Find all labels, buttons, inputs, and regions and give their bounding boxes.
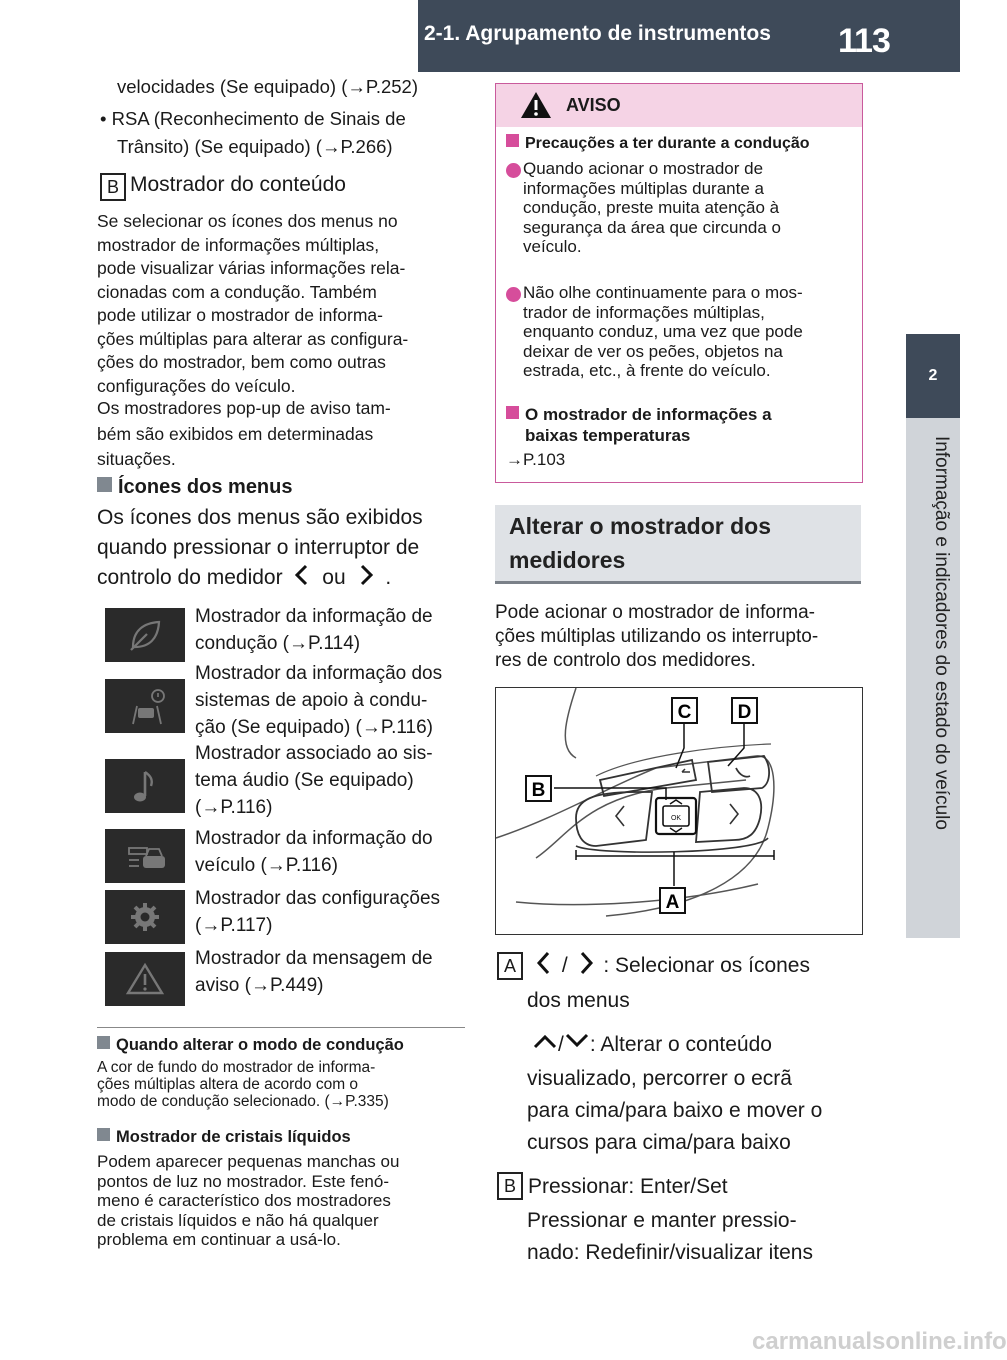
- label-a-letter: A: [497, 952, 523, 980]
- aviso-ref: →P.103: [506, 450, 566, 469]
- warning-box: [495, 83, 863, 483]
- aviso-line: informações múltiplas durante a: [523, 178, 764, 198]
- aviso-line: segurança da área que circunda o: [523, 217, 782, 237]
- gear-icon: [105, 890, 185, 944]
- chevron-right-icon: [574, 950, 598, 976]
- b-para-line: ções múltiplas para alterar as configura-: [97, 328, 409, 349]
- label-a: [497, 952, 523, 980]
- b-paragraph: [97, 210, 467, 398]
- popup-line: Os mostradores pop-up de aviso tam-: [97, 398, 391, 418]
- callout-d: D: [737, 702, 752, 723]
- chevron-down-icon: [564, 1030, 590, 1052]
- warning-icon: [105, 952, 185, 1006]
- aviso-line: enquanto conduz, uma vez que pode: [523, 322, 803, 341]
- section-heading-line: Alterar o mostrador dos: [509, 513, 771, 539]
- b-para-line: pode visualizar várias informações rela-: [97, 258, 406, 278]
- aviso-line: Quando acionar o mostrador de: [523, 159, 764, 178]
- caption-line: tema áudio (Se equipado): [195, 770, 414, 791]
- callout-c: C: [677, 702, 692, 723]
- b-line-2: Pressionar e manter pressio-: [527, 1209, 797, 1232]
- caption-line: aviso (→P.449): [195, 975, 324, 996]
- aviso-heading-2-text: baixas temperaturas: [525, 426, 691, 445]
- a2-line-4: cursos para cima/para baixo: [527, 1131, 791, 1154]
- a-separator: /: [561, 954, 568, 977]
- menu-item-caption: [195, 603, 470, 657]
- round-bullet-icon: [506, 287, 521, 302]
- icons-heading: [97, 476, 293, 499]
- aviso-line: trador de informações múltiplas,: [523, 302, 765, 322]
- music-note-icon: [105, 759, 185, 813]
- b-para-line: mostrador de informações múltiplas,: [97, 234, 380, 255]
- chevron-left-icon: [532, 950, 556, 976]
- icons-intro-2: quando pressionar o interruptor de: [97, 536, 420, 559]
- aviso-line: deixar de ver os peões, objetos na: [523, 341, 783, 361]
- watermark: carmanualsonline.info: [752, 1328, 1007, 1355]
- right-para-line: ções múltiplas utilizando os interrupto-: [495, 626, 819, 647]
- a2-separator: /: [558, 1033, 564, 1056]
- bullet-rsa-line1: • RSA (Reconhecimento de Sinais de: [100, 108, 406, 129]
- right-para-line: Pode acionar o mostrador de informa-: [495, 602, 815, 623]
- square-bullet-icon: [97, 1036, 110, 1049]
- mode-paragraph: [97, 1059, 467, 1110]
- lcd-line: meno é característico dos mostradores: [97, 1191, 391, 1210]
- a-line-2: dos menus: [527, 989, 630, 1012]
- mode-line: modo de condução selecionado. (→P.335): [97, 1093, 389, 1110]
- icons-intro-1: Os ícones dos menus são exibidos: [97, 506, 423, 529]
- square-bullet-icon: [97, 477, 112, 492]
- popup-line: bém são exibidos em determinadas: [97, 423, 374, 444]
- caption-line: Mostrador da informação de: [195, 606, 433, 627]
- chapter-label: Informação e indicadores do estado do veículo: [931, 436, 952, 830]
- icons-heading-text: Ícones dos menus: [118, 476, 293, 498]
- right-paragraph: [495, 601, 865, 673]
- caption-line: Mostrador da informação do: [195, 828, 433, 849]
- b-line-1: Pressionar: Enter/Set: [528, 1175, 728, 1198]
- section-heading-box: [495, 505, 861, 584]
- b-line-3: nado: Redefinir/visualizar itens: [527, 1241, 813, 1264]
- mode-line: ções múltiplas altera de acordo com o: [97, 1076, 359, 1093]
- label-b-letter: B: [100, 173, 126, 201]
- label-b: [100, 173, 126, 201]
- section-heading-line: medidores: [509, 547, 626, 573]
- icons-intro-3: [97, 563, 391, 593]
- menu-item-caption: [195, 885, 470, 939]
- leaf-icon: [105, 608, 185, 662]
- caption-line: sistemas de apoio à condu-: [195, 690, 428, 711]
- b-para-line: configurações do veículo.: [97, 375, 296, 396]
- lcd-line: Podem aparecer pequenas manchas ou: [97, 1152, 400, 1171]
- page-number: 113: [838, 22, 890, 60]
- round-bullet-icon: [506, 163, 521, 178]
- b-para-line: Se selecionar os ícones dos menus no: [97, 211, 398, 231]
- popup-line: situações.: [97, 449, 176, 469]
- aviso-line: veículo.: [523, 237, 582, 256]
- a-text: : Selecionar os ícones: [603, 954, 810, 977]
- menu-item-caption: [195, 660, 470, 741]
- warning-box-title: AVISO: [566, 95, 621, 115]
- caption-line: Mostrador das configurações: [195, 888, 441, 909]
- caption-line: (→P.116): [195, 797, 273, 818]
- mode-heading: [97, 1036, 404, 1055]
- callout-b: B: [531, 780, 546, 801]
- a2-line-2: visualizado, percorrer o ecrã: [527, 1067, 792, 1090]
- caption-line: condução (→P.114): [195, 633, 361, 654]
- bullet-rsa-line2: Trânsito) (Se equipado) (→P.266): [117, 136, 393, 157]
- aviso-heading-2-text: O mostrador de informações a: [525, 405, 772, 424]
- caption-line: Mostrador associado ao sis-: [195, 743, 433, 764]
- intro-line: velocidades (Se equipado) (→P.252): [117, 76, 418, 97]
- chevron-right-icon: [352, 563, 380, 587]
- ok-label: OK: [670, 815, 682, 822]
- b-para-line: cionadas com a condução. Também: [97, 281, 377, 302]
- aviso-bullet-2: [523, 283, 853, 381]
- b-heading: Mostrador do conteúdo: [130, 173, 346, 196]
- aviso-bullet-1: [523, 159, 853, 257]
- chapter-tab: 2: [906, 334, 960, 418]
- steering-wheel-illustration: [496, 688, 862, 934]
- popup-paragraph: [97, 396, 467, 473]
- menu-item-caption: [195, 945, 470, 999]
- menu-item-caption: [195, 740, 470, 821]
- b-para-line: ções do mostrador, bem como outras: [97, 352, 386, 372]
- aviso-heading-1-text: Precauções a ter durante a condução: [525, 135, 810, 152]
- steering-switch-diagram: [495, 687, 863, 935]
- icons-intro-3-period: .: [385, 566, 392, 589]
- lcd-line: de cristais líquidos e não há qualquer: [97, 1210, 379, 1230]
- a2-line-1: [532, 1030, 772, 1060]
- caption-line: ção (Se equipado) (→P.116): [195, 717, 434, 738]
- caption-line: (→P.117): [195, 915, 273, 936]
- aviso-line: estrada, etc., à frente do veículo.: [523, 361, 771, 380]
- mode-heading-text: Quando alterar o modo de condução: [116, 1036, 404, 1054]
- caption-line: veículo (→P.116): [195, 855, 338, 876]
- caption-line: Mostrador da mensagem de: [195, 948, 433, 969]
- aviso-line: condução, preste muita atenção à: [523, 198, 780, 217]
- label-b-right-letter: B: [497, 1172, 523, 1200]
- menu-item-caption: [195, 825, 470, 879]
- a-line-1: [532, 950, 810, 981]
- lcd-line: pontos de luz no mostrador. Este fenó-: [97, 1171, 390, 1191]
- mode-line: A cor de fundo do mostrador de informa-: [97, 1059, 376, 1076]
- chevron-left-icon: [288, 563, 316, 587]
- divider: [97, 1027, 465, 1028]
- b-para-line: pode utilizar o mostrador de informa-: [97, 305, 383, 325]
- caption-line: Mostrador da informação dos: [195, 663, 443, 684]
- section-title: 2-1. Agrupamento de instrumentos: [424, 22, 771, 45]
- icons-intro-3-or: ou: [322, 566, 346, 589]
- lcd-paragraph: [97, 1152, 467, 1250]
- vehicle-info-icon: [105, 829, 185, 883]
- driver-assist-icon: [105, 679, 185, 733]
- square-bullet-icon: [506, 134, 519, 147]
- section-heading: [509, 509, 771, 577]
- warning-triangle-icon: [520, 90, 552, 120]
- square-bullet-icon: [506, 406, 519, 419]
- square-bullet-icon: [97, 1128, 110, 1141]
- lcd-heading: [97, 1128, 351, 1147]
- callout-a: A: [665, 892, 680, 913]
- aviso-line: Não olhe continuamente para o mos-: [523, 283, 803, 302]
- right-para-line: res de controlo dos medidores.: [495, 650, 756, 671]
- aviso-heading-2: [506, 404, 772, 446]
- chevron-up-icon: [532, 1030, 558, 1052]
- icons-intro-3-text: controlo do medidor: [97, 566, 283, 589]
- label-b-right: [497, 1172, 523, 1200]
- a2-line-3: para cima/para baixo e mover o: [527, 1099, 823, 1122]
- aviso-heading-1: [506, 134, 810, 153]
- lcd-line: problema em continuar a usá-lo.: [97, 1230, 341, 1249]
- lcd-heading-text: Mostrador de cristais líquidos: [116, 1128, 351, 1146]
- a2-text: : Alterar o conteúdo: [589, 1033, 772, 1056]
